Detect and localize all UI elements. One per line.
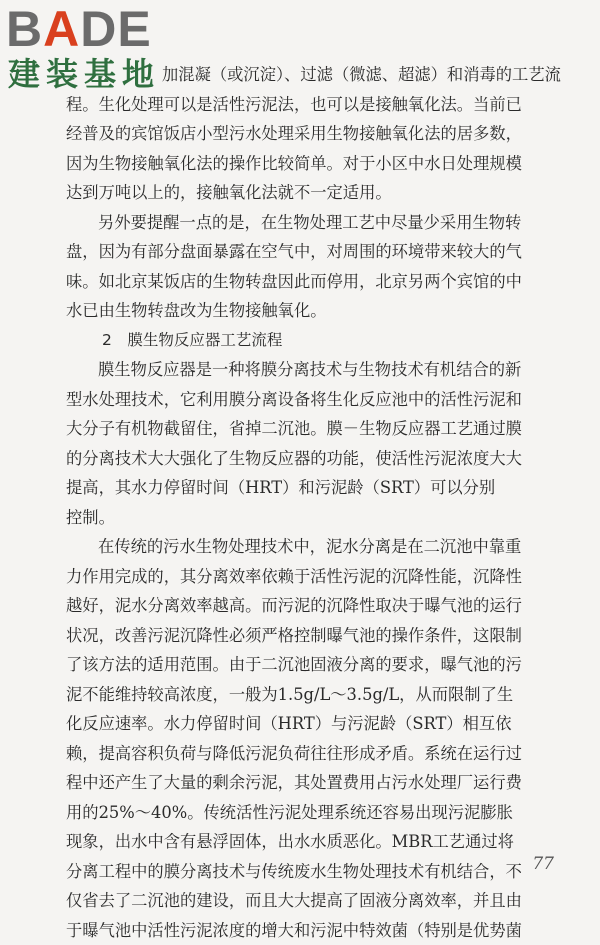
logo-letters-de: DE [80,1,151,57]
text-line: 程中还产生了大量的剩余污泥，其处置费用占污水处理厂运行费 [66,768,562,798]
section-heading: 2 膜生物反应器工艺流程 [66,326,562,356]
logo-wordmark [6,4,152,54]
text-line: 的分离技术大大强化了生物反应器的功能，使活性污泥浓度大大 [66,444,562,474]
text-line: 在传统的污水生物处理技术中，泥水分离是在二沉池中靠重 [66,532,562,562]
text-line: 用的25%～40%。传统活性污泥处理系统还容易出现污泥膨胀 [66,798,562,828]
page-number: 77 [532,854,554,874]
text-line: 了该方法的适用范围。由于二沉池固液分离的要求，曝气池的污 [66,650,562,680]
text-line: 提高，其水力停留时间（HRT）和污泥龄（SRT）可以分别 [66,473,562,503]
logo-letter-b: B [6,1,43,57]
text-line: 达到万吨以上的，接触氧化法就不一定适用。 [66,178,562,208]
logo-subtitle: 建装基地 [8,56,160,92]
logo-letter-a: A [43,1,80,57]
text-line: 分离工程中的膜分离技术与传统废水生物处理技术有机结合，不 [66,857,562,887]
text-line: 味。如北京某饭店的生物转盘因此而停用，北京另两个宾馆的中 [66,267,562,297]
text-line: 另外要提醒一点的是，在生物处理工艺中尽量少采用生物转 [66,208,562,238]
text-line: 大分子有机物截留住，省掉二沉池。膜－生物反应器工艺通过膜 [66,414,562,444]
text-line: 经普及的宾馆饭店小型污水处理采用生物接触氧化法的居多数， [66,119,562,149]
text-line: 现象，出水中含有悬浮固体，出水水质恶化。MBR工艺通过将 [66,827,562,857]
text-line: 泥不能维持较高浓度，一般为1.5g/L～3.5g/L，从而限制了生 [66,680,562,710]
text-line: 化反应速率。水力停留时间（HRT）与污泥龄（SRT）相互依 [66,709,562,739]
text-line: 赖，提高容积负荷与降低污泥负荷往往形成矛盾。系统在运行过 [66,739,562,769]
text-line: 仅省去了二沉池的建设，而且大大提高了固液分离效率，并且由 [66,886,562,916]
text-line: 状况，改善污泥沉降性必须严格控制曝气池的操作条件，这限制 [66,621,562,651]
text-line: 加混凝（或沉淀）、过滤（微滤、超滤）和消毒的工艺流 [66,60,562,90]
text-line: 型水处理技术，它利用膜分离设备将生化反应池中的活性污泥和 [66,385,562,415]
text-line: 水已由生物转盘改为生物接触氧化。 [66,296,562,326]
text-line: 越好，泥水分离效率越高。而污泥的沉降性取决于曝气池的运行 [66,591,562,621]
body-text [66,60,562,945]
text-line: 于曝气池中活性污泥浓度的增大和污泥中特效菌（特别是优势菌 [66,916,562,945]
text-line: 力作用完成的，其分离效率依赖于活性污泥的沉降性能，沉降性 [66,562,562,592]
text-line: 膜生物反应器是一种将膜分离技术与生物技术有机结合的新 [66,355,562,385]
text-line: 程。生化处理可以是活性污泥法，也可以是接触氧化法。当前已 [66,90,562,120]
text-line: 盘，因为有部分盘面暴露在空气中，对周围的环境带来较大的气 [66,237,562,267]
text-line: 控制。 [66,503,562,533]
text-line: 因为生物接触氧化法的操作比较简单。对于小区中水日处理规模 [66,149,562,179]
